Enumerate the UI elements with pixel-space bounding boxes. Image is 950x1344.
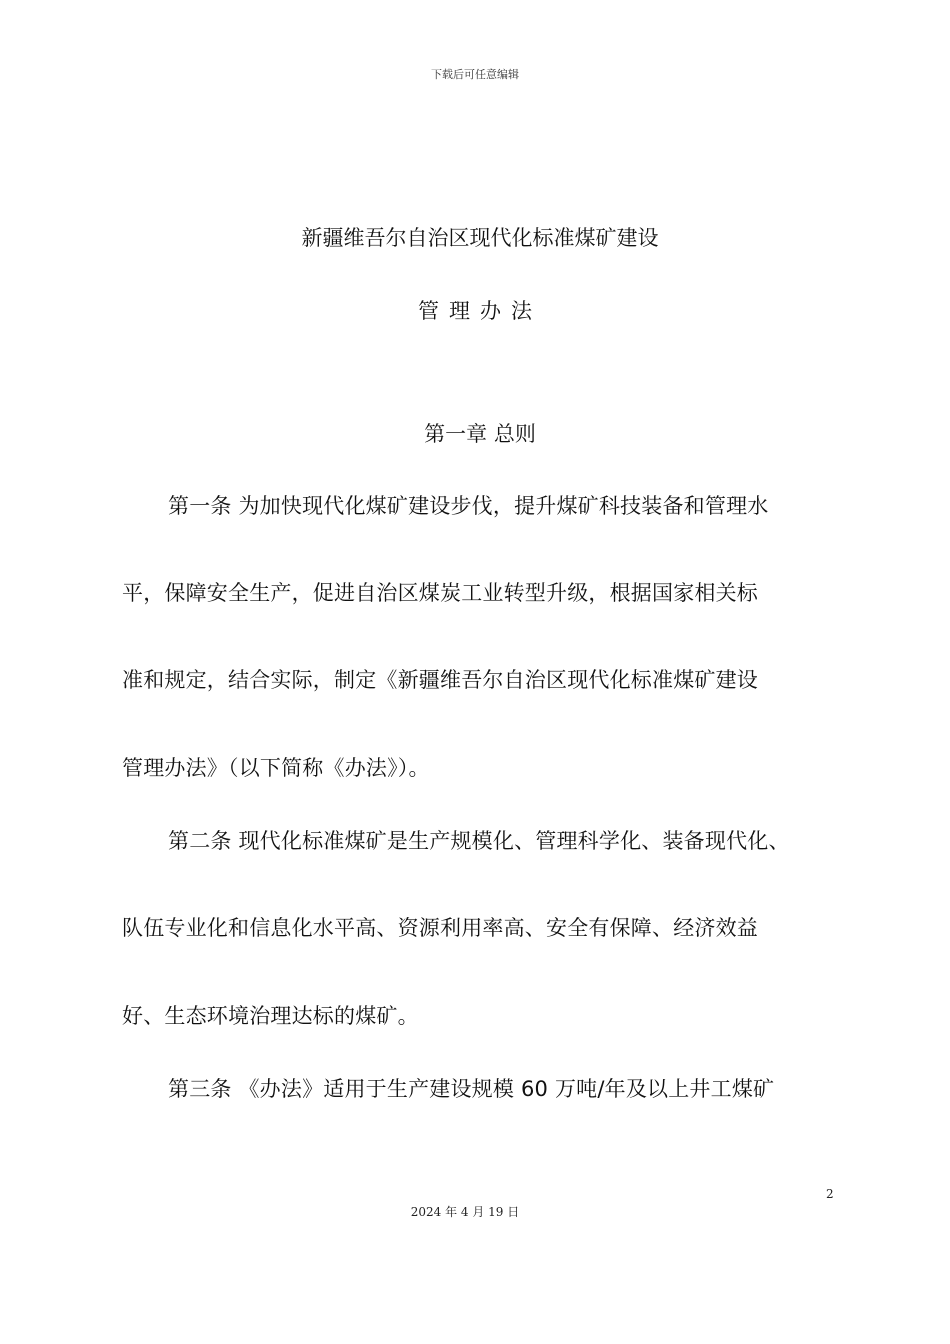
article-1-line-2: 平，保障安全生产，促进自治区煤炭工业转型升级，根据国家相关标 — [122, 581, 758, 605]
document-subtitle: 管理办法 — [418, 299, 542, 323]
article-2-line-1: 第二条 现代化标准煤矿是生产规模化、管理科学化、装备现代化、 — [168, 829, 790, 853]
page-number: 2 — [826, 1187, 834, 1201]
article-1-line-4: 管理办法》（以下简称《办法》）。 — [122, 756, 430, 780]
article-3-line-1: 第三条 《办法》适用于生产建设规模 60 万吨/年及以上井工煤矿 — [168, 1077, 775, 1101]
document-title: 新疆维吾尔自治区现代化标准煤矿建设 — [301, 226, 659, 250]
article-2-line-3: 好、生态环境治理达标的煤矿。 — [122, 1004, 419, 1028]
chapter-heading: 第一章 总则 — [424, 422, 536, 446]
article-1-line-3: 准和规定，结合实际，制定《新疆维吾尔自治区现代化标准煤矿建设 — [122, 668, 758, 692]
article-1-line-1: 第一条 为加快现代化煤矿建设步伐，提升煤矿科技装备和管理水 — [168, 494, 769, 518]
article-2-line-2: 队伍专业化和信息化水平高、资源利用率高、安全有保障、经济效益 — [122, 916, 758, 940]
footer-date: 2024 年 4 月 19 日 — [410, 1205, 520, 1219]
header-note: 下载后可任意编辑 — [431, 68, 519, 81]
